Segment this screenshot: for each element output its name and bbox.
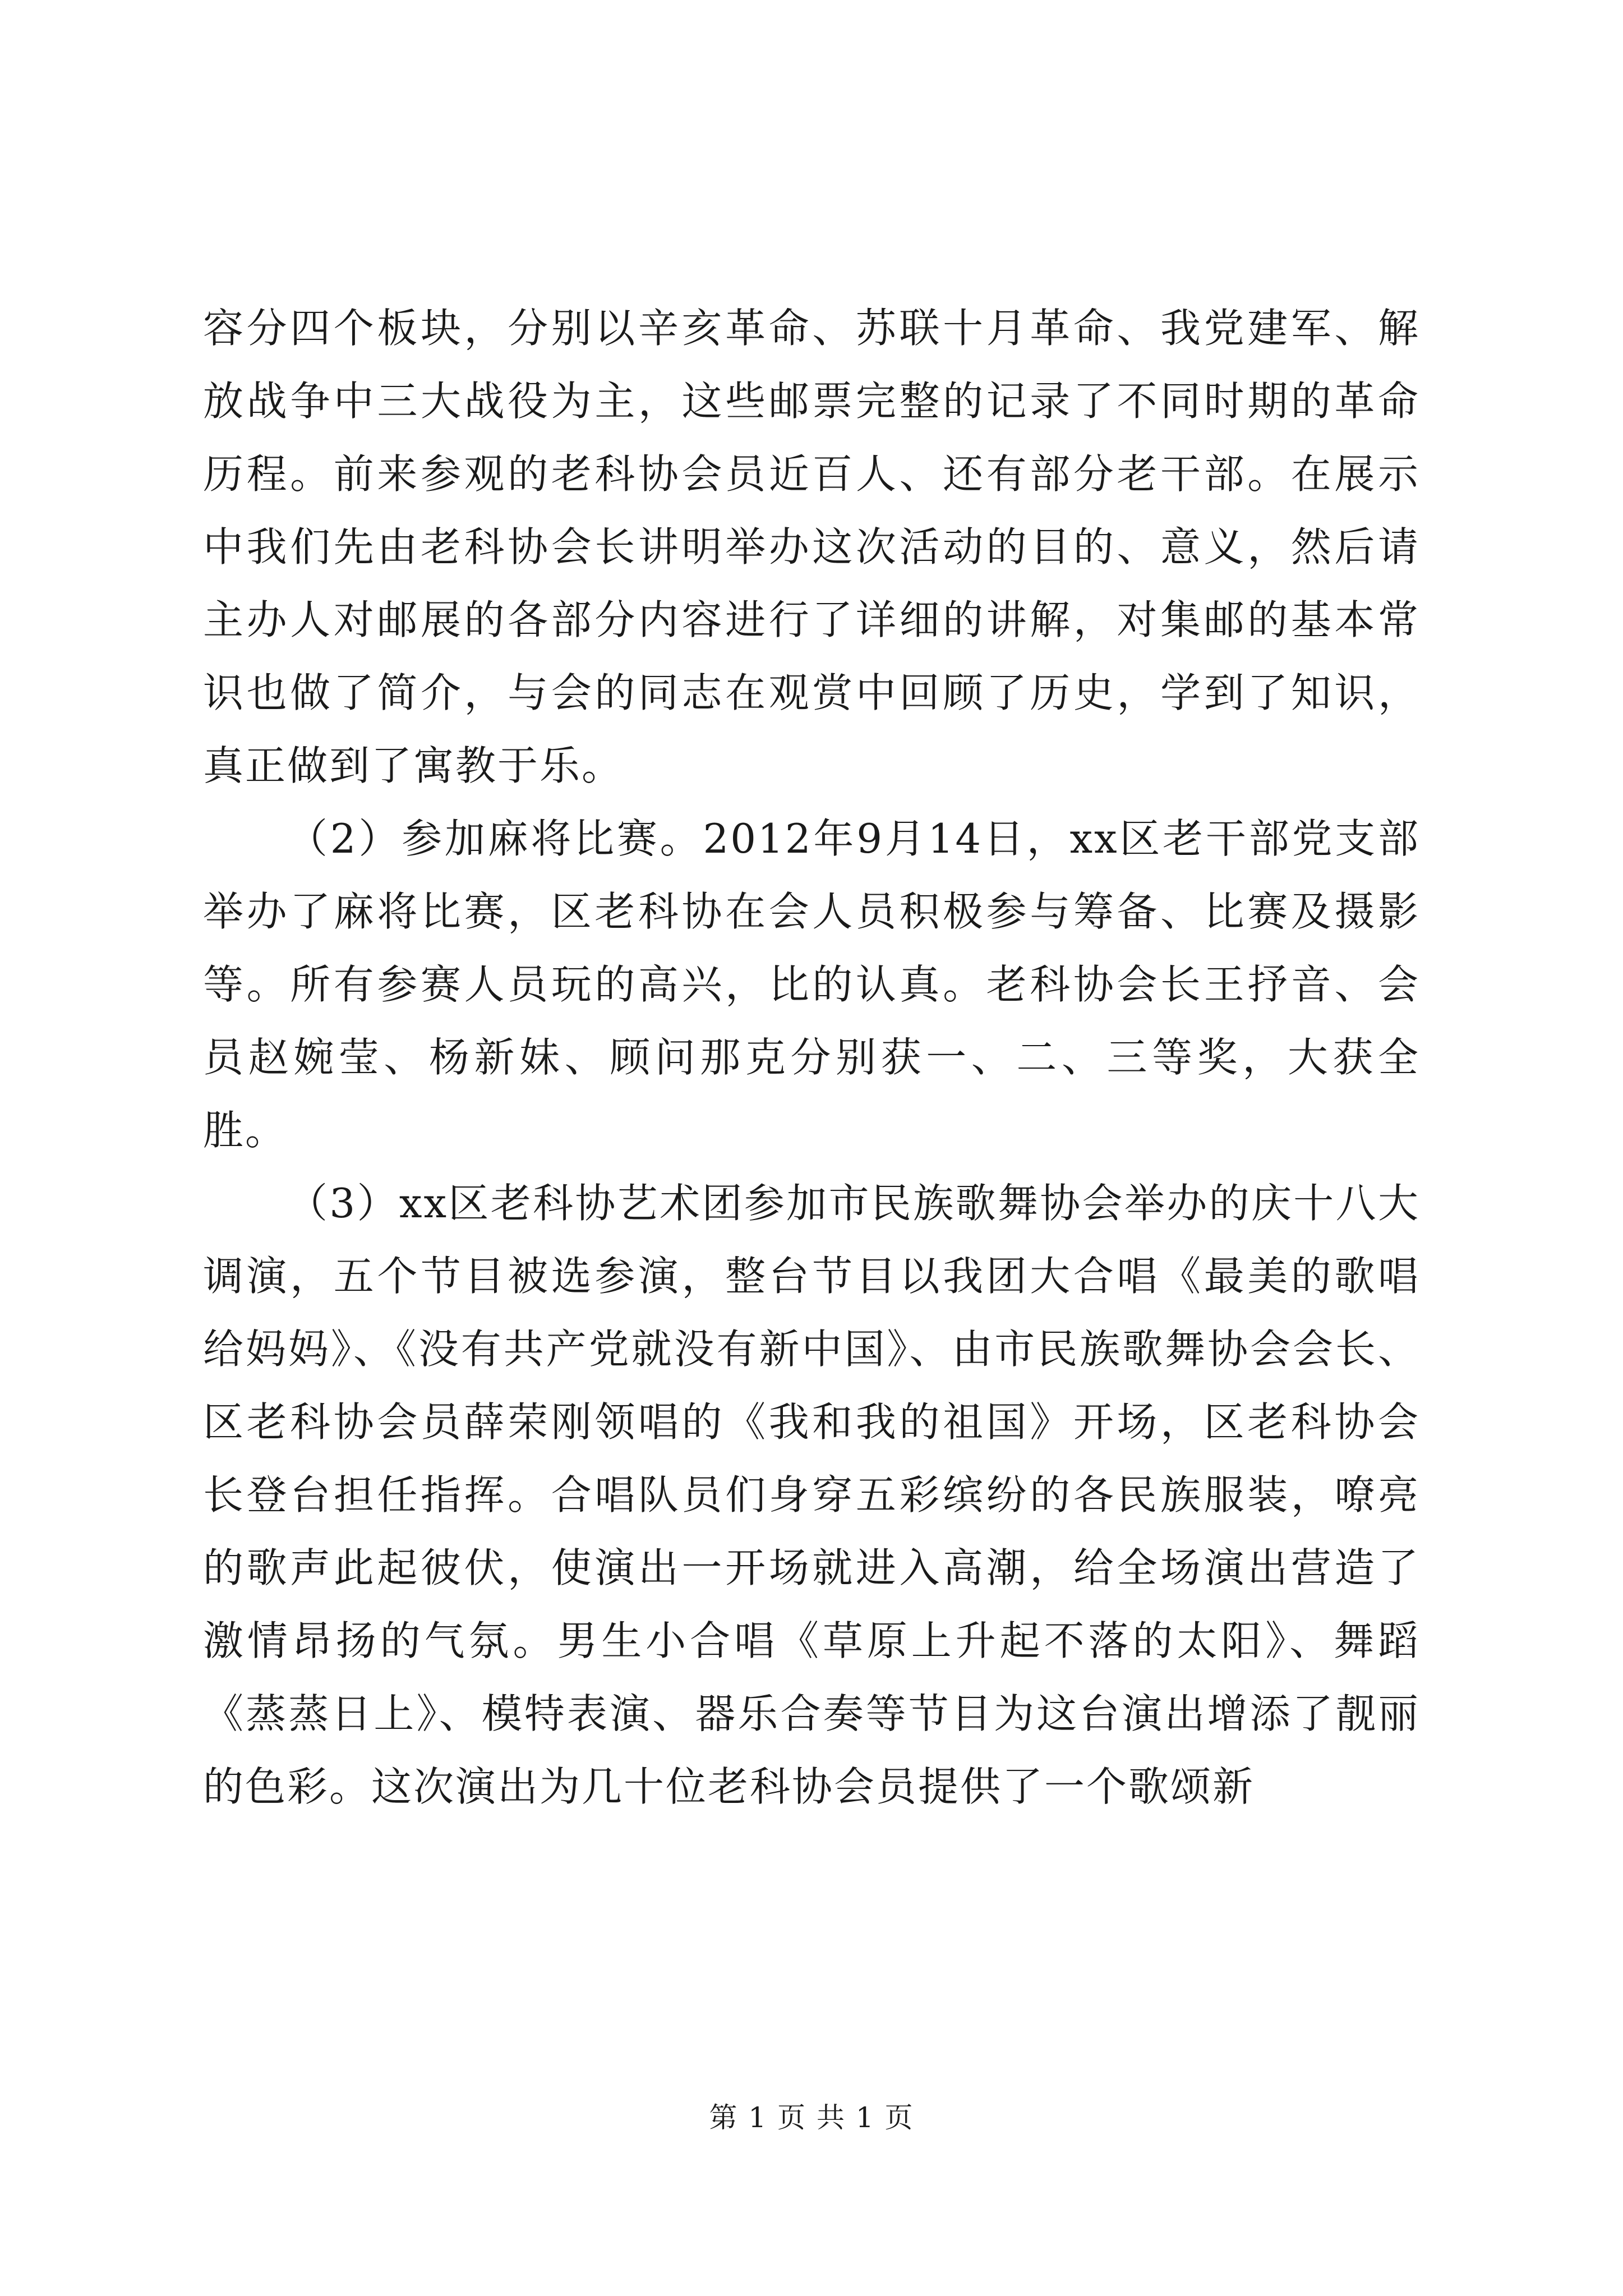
page-number-footer: 第 1 页 共 1 页 [709, 2101, 914, 2134]
paragraph-art-troupe-performance: （3）xx区老科协艺术团参加市民族歌舞协会举办的庆十八大调演，五个节目被选参演，整台节目以我团大合唱《最美的歌唱给妈妈》、《没有共产党就没有新中国》、由市民族歌舞协会会长、区老科协会员薛荣刚领唱的《我和我的祖国》开场，区老科协会长登台担任指挥。合唱队员们身穿五彩缤纷的各民族服装，嘹亮的歌声此起彼伏，使演出一开场就进入高潮，给全场演出营造了激情昂扬的气氛。男生小合唱《草原上升起不落的太阳》、舞蹈《蒸蒸日上》、模特表演、器乐合奏等节目为这台演出增添了靓丽的色彩。这次演出为几十位老科协会员提供了一个歌颂新 [203, 1180, 1420, 1810]
paragraph-mahjong-competition: （2）参加麻将比赛。2012年9月14日，xx区老干部党支部举办了麻将比赛，区老科协在会人员积极参与筹备、比赛及摄影等。所有参赛人员玩的高兴，比的认真。老科协会长王抒音、会员赵婉莹、杨新妹、顾问那克分别获一、二、三等奖，大获全胜。 [203, 815, 1420, 1154]
paragraph-stamp-exhibition: 容分四个板块，分别以辛亥革命、苏联十月革命、我党建军、解放战争中三大战役为主，这些邮票完整的记录了不同时期的革命历程。前来参观的老科协会员近百人、还有部分老干部。在展示中我们先由老科协会长讲明举办这次活动的目的、意义，然后请主办人对邮展的各部分内容进行了详细的讲解，对集邮的基本常识也做了简介，与会的同志在观赏中回顾了历史，学到了知识，真正做到了寓教于乐。 [203, 305, 1420, 789]
document-body [203, 292, 1420, 1823]
